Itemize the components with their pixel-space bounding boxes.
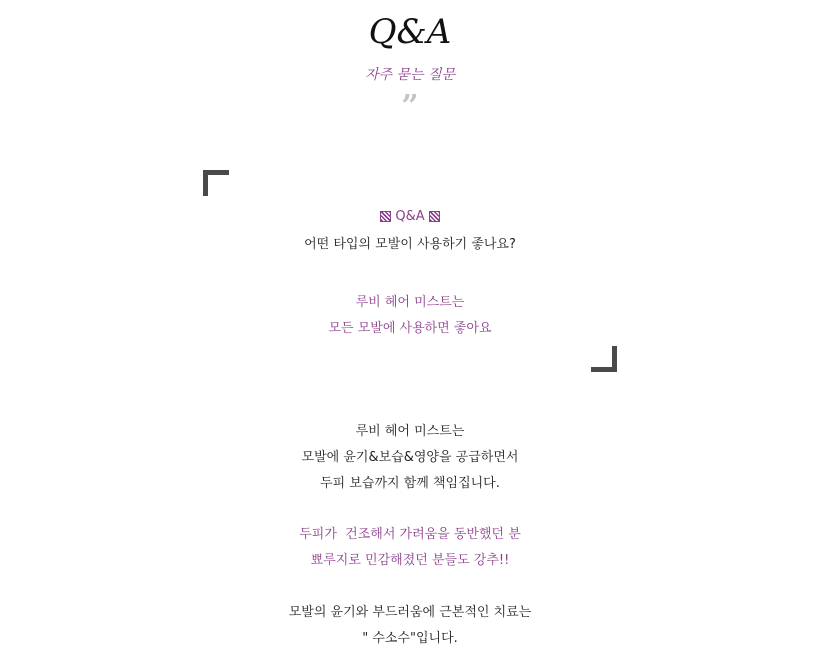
qa-answer-line-2: 모든 모발에 사용하면 좋아요 [328, 321, 492, 336]
qa-label-row [0, 209, 820, 224]
bracket-bottom-right [591, 346, 617, 372]
body-paragraph-2-line-1: 두피가 건조해서 가려움을 동반했던 분 [299, 527, 521, 542]
body-paragraph-1-line-2: 모발에 윤기&보습&영양을 공급하면서 [301, 450, 519, 465]
body-paragraph-2-line-2: 뾰루지로 민감해졌던 분들도 강추!! [310, 553, 510, 568]
hatch-square-icon [429, 211, 440, 222]
qa-answer-line-1: 루비 헤어 미스트는 [355, 295, 465, 310]
hatch-square-icon [380, 211, 391, 222]
page-title: Q&A [368, 12, 452, 52]
body-paragraph-1-line-3: 두피 보습까지 함께 책임집니다. [320, 476, 500, 491]
qa-label: Q&A [395, 209, 425, 224]
qa-question: 어떤 타입의 모발이 사용하기 좋나요? [304, 237, 516, 252]
page-subtitle: 자주 묻는 질문 [364, 67, 456, 83]
body-paragraph-1-line-1: 루비 헤어 미스트는 [355, 424, 465, 439]
body-paragraph-3-line-2: " 수소수"입니다. [362, 631, 458, 646]
quote-icon: ” [401, 89, 419, 124]
bracket-top-left [203, 170, 229, 196]
body-paragraph-3-line-1: 모발의 윤기와 부드러움에 근본적인 치료는 [288, 605, 532, 620]
